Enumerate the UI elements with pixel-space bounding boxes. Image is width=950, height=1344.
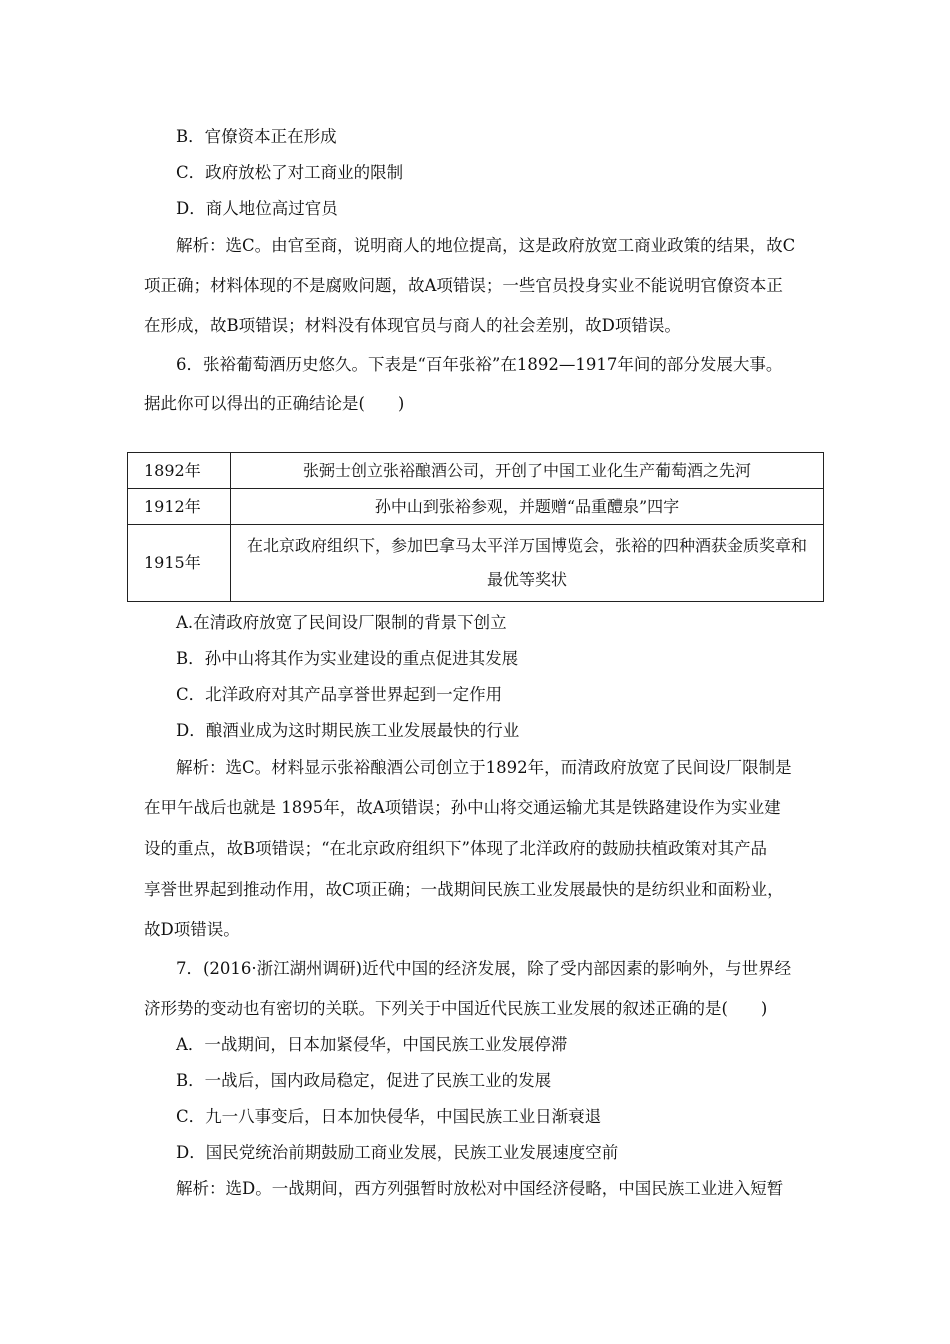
q5-analysis-line: 在形成，故B项错误；材料没有体现官员与商人的社会差别，故D项错误。 (144, 316, 681, 335)
q6-option-a: A.在清政府放宽了民间设厂限制的背景下创立 (176, 613, 507, 632)
q6-event-table (127, 452, 824, 602)
q7-analysis-line: 解析：选D。一战期间，西方列强暂时放松对中国经济侵略，中国民族工业进入短暂 (176, 1179, 784, 1198)
q6-analysis-line: 故D项错误。 (144, 920, 240, 939)
q7-stem-line: 济形势的变动也有密切的关联。下列关于中国近代民族工业发展的叙述正确的是( ) (144, 999, 768, 1018)
event-text: 张弼士创立张裕酿酒公司，开创了中国工业化生产葡萄酒之先河 (302, 460, 751, 480)
event-cell (231, 489, 824, 525)
q5-analysis-line: 解析：选C。由官至商，说明商人的地位提高，这是政府放宽工商业政策的结果，故C (176, 236, 796, 255)
q5-option-d: D．商人地位高过官员 (176, 199, 338, 218)
q5-option-b: B．官僚资本正在形成 (176, 127, 337, 146)
q6-stem-line: 据此你可以得出的正确结论是( ) (144, 394, 405, 413)
q6-analysis-line: 在甲午战后也就是 1895年，故A项错误；孙中山将交通运输尤其是铁路建设作为实业建 (144, 798, 781, 817)
year-cell: 1892年 (128, 453, 231, 489)
q7-option-c: C．九一八事变后，日本加快侵华，中国民族工业日渐衰退 (176, 1107, 602, 1126)
q7-option-d: D．国民党统治前期鼓励工商业发展，民族工业发展速度空前 (176, 1143, 619, 1162)
q6-analysis-line: 享誉世界起到推动作用，故C项正确；一战期间民族工业发展最快的是纺织业和面粉业， (144, 880, 784, 899)
event-text: 最优等奖状 (486, 570, 567, 589)
table-row (128, 525, 824, 602)
q5-analysis-line: 项正确；材料体现的不是腐败问题，故A项错误；一些官员投身实业不能说明官僚资本正 (144, 276, 783, 295)
q6-option-d: D．酿酒业成为这时期民族工业发展最快的行业 (176, 721, 520, 740)
table-row (128, 453, 824, 489)
event-text: 孙中山到张裕参观，并题赠“品重醴泉”四字 (374, 496, 680, 516)
q7-option-a: A．一战期间，日本加紧侵华，中国民族工业发展停滞 (176, 1035, 568, 1054)
q6-option-b: B．孙中山将其作为实业建设的重点促进其发展 (176, 649, 519, 668)
q7-stem-line: 7．(2016·浙江湖州调研)近代中国的经济发展，除了受内部因素的影响外，与世界经 (176, 959, 792, 978)
q5-option-c: C．政府放松了对工商业的限制 (176, 163, 404, 182)
table-row (128, 489, 824, 525)
q7-option-b: B．一战后，国内政局稳定，促进了民族工业的发展 (176, 1071, 552, 1090)
event-text: 在北京政府组织下，参加巴拿马太平洋万国博览会，张裕的四种酒获金质奖章和 (246, 536, 807, 555)
year-cell: 1915年 (128, 525, 231, 602)
year-cell: 1912年 (128, 489, 231, 525)
event-cell (231, 453, 824, 489)
q6-analysis-line: 设的重点，故B项错误；“在北京政府组织下”体现了北洋政府的鼓励扶植政策对其产品 (144, 839, 767, 858)
event-cell (231, 525, 824, 602)
q6-analysis-line: 解析：选C。材料显示张裕酿酒公司创立于1892年，而清政府放宽了民间设厂限制是 (176, 758, 792, 777)
q6-option-c: C．北洋政府对其产品享誉世界起到一定作用 (176, 685, 503, 704)
q6-stem-line: 6．张裕葡萄酒历史悠久。下表是“百年张裕”在1892—1917年间的部分发展大事。 (176, 355, 783, 374)
